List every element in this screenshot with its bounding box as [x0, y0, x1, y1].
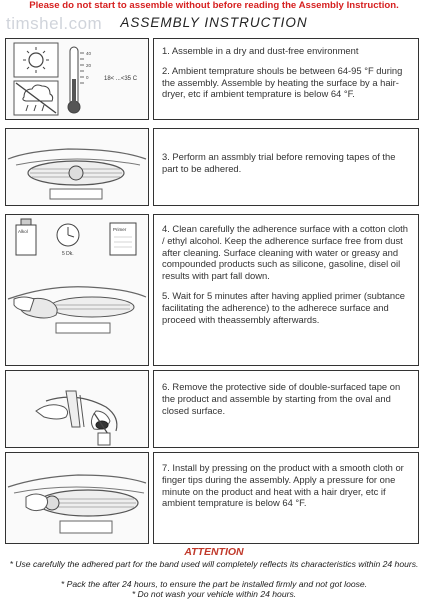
step-2-instruction: 2. Ambient temprature shouls be between 64-95 °F during the assembly. Assemble by heating the surface by a hair-dryer, etc if ambient temprature is below 64 °F.: [162, 64, 403, 100]
step-7-instruction: 7. Install by pressing on the product with a smooth cloth or finger tips during the assembly. Apply a pressure for one minute on the product and heat with a hair dryer, etc if ambient temprature is below 64 °F.: [162, 462, 404, 509]
step-1-illustration: [5, 38, 149, 120]
time-label: 5 Dk.: [62, 251, 74, 257]
step-4-instruction: 4. Clean carefully the adherence surface with a cotton cloth / ethyl alcohol. Keep the adherence surface free from dust after cleaning. Surface cleaning with water or greasy and compounded products such as silicone, gasoline, disel oil results with part fall down.: [162, 223, 408, 282]
attention-line-1: * Use carefully the adhered part for the band used will completely reflects its characteristics within 24 hours.: [9, 559, 419, 569]
attention-line-2: * Pack the after 24 hours, to ensure the part be installed firmly and not got loose.: [60, 579, 368, 589]
svg-text:40: 40: [86, 51, 92, 56]
svg-text:0: 0: [86, 75, 89, 80]
step-3-illustration: [5, 128, 149, 206]
step-row-4: [5, 370, 419, 448]
car-grille-icon: [6, 129, 148, 205]
step-6-instruction: 6. Remove the protective side of double-surfaced tape on the product and assemble by starting from the oval and closed surface.: [162, 381, 401, 416]
step-7-illustration: [5, 452, 149, 544]
step-4-5-text: [153, 214, 419, 366]
step-6-illustration: [5, 370, 149, 448]
step-3-text: [153, 128, 419, 206]
primer-label: Primer: [113, 227, 127, 232]
cleaning-and-primer-icon: [6, 215, 148, 365]
warning-banner: Please do not start to assemble without before reading the Assembly Instruction.: [29, 0, 399, 11]
attention-title: ATTENTION: [184, 546, 244, 558]
step-row-5: [5, 452, 419, 544]
watermark: timshel.com: [6, 14, 103, 33]
step-1-text: [153, 38, 419, 120]
step-1-instruction: 1. Assemble in a dry and dust-free environment: [162, 45, 359, 56]
step-3-instruction: 3. Perform an assmbly trial before removing tapes of the part to be adhered.: [162, 151, 396, 174]
temperature-range-label: 18< ...<35 C: [104, 76, 138, 82]
alcohol-label: Alkol: [18, 229, 28, 234]
step-6-text: [153, 370, 419, 448]
attention-line-3: * Do not wash your vehicle within 24 hours.: [131, 589, 297, 599]
step-row-2: [5, 128, 419, 206]
svg-text:20: 20: [86, 63, 92, 68]
press-install-icon: [6, 453, 148, 543]
sun-and-rain-icon: [6, 39, 148, 119]
step-7-text: [153, 452, 419, 544]
page-title: ASSEMBLY INSTRUCTION: [120, 15, 308, 30]
step-row-1: [5, 38, 419, 120]
step-5-instruction: 5. Wait for 5 minutes after having applied primer (subtance facilitating the adherence) to the adherece surface and proceed with theassembly afterwards.: [162, 289, 405, 325]
step-4-5-illustration: [5, 214, 149, 366]
step-row-3: [5, 214, 419, 366]
tape-removal-icon: [6, 371, 148, 447]
